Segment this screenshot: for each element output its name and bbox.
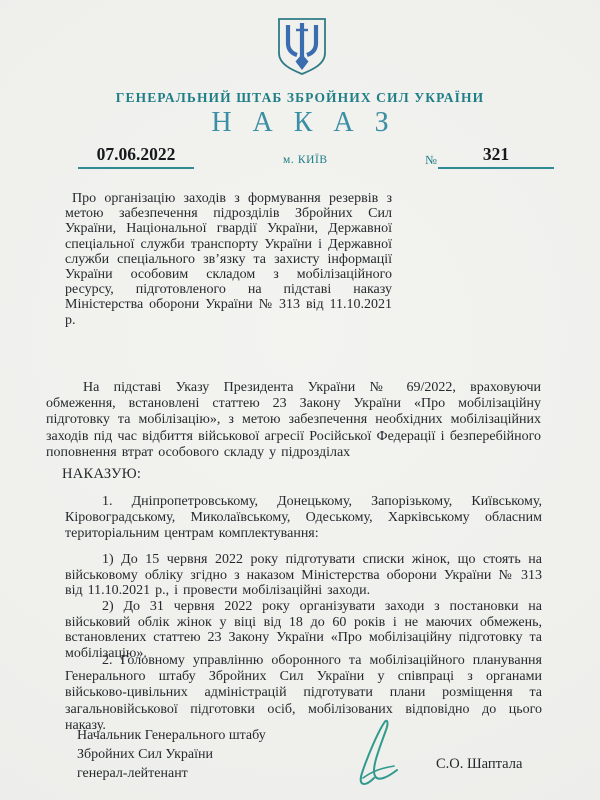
order-item-2: 2. Головному управлінню оборонного та мобілізаційного планування Генерального штабу Збройних Сил України у співпраці з органами військово-цивільних адміністрацій підготувати плани розміщення та загальновійськової підготовки осіб, мобілізованих відповідно до цього наказу. bbox=[65, 653, 542, 733]
date-number-row bbox=[0, 144, 600, 174]
signer-position-line-2: Збройних Сил України bbox=[77, 747, 214, 762]
subject-annotation: Про організацію заходів з формування резервів з метою забезпечення підрозділів Збройних Сил України, Національної гвардії України, Державної спеціальної служби транспорту України і Державної служби спеціального зв’язку та захисту інформації України особовим складом з мобілізаційного ресурсу, підготовленого на підставі наказу Міністерства оборони України № 313 від 11.10.2021 р. bbox=[65, 191, 392, 328]
order-word: НАКАЗУЮ: bbox=[62, 466, 142, 482]
signer-position-line-3: генерал-лейтенант bbox=[77, 766, 188, 781]
order-item-1-sub-2: 2) До 31 червня 2022 року організувати заходи з постановки на військовий облік жінок у віці від 18 до 60 років і не маючих обмежень, встановлених статтею 23 Закону України «Про мобілізаційну підготовку та мобілізацію». bbox=[65, 599, 542, 661]
document-title: Н А К А З bbox=[211, 107, 396, 138]
handwritten-signature-icon bbox=[350, 716, 430, 792]
preamble-paragraph: На підставі Указу Президента України № 69/2022, враховуючи обмеження, встановлені статтею 23 Закону України «Про мобілізаційну підготовку та мобілізацію», з метою забезпечення необхідних мобілізаційних заходів під час відбиття військової агресії Російської Федерації і безперебійного поповнення втрат особового складу у підрозділах bbox=[46, 380, 541, 460]
signer-position-line-1: Начальник Генерального штабу bbox=[77, 728, 266, 743]
signer-position bbox=[77, 726, 266, 783]
order-date: 07.06.2022 bbox=[78, 144, 194, 169]
order-item-1: 1. Дніпропетровському, Донецькому, Запорізькому, Київському, Кіровоградському, Миколаївському, Одеському, Харківському обласним територіальним центрам комплектування: bbox=[65, 494, 542, 541]
tryzub-emblem-icon bbox=[271, 16, 333, 78]
order-number: 321 bbox=[438, 144, 554, 169]
city-label: м. КИЇВ bbox=[283, 154, 328, 166]
order-item-1-sub-1: 1) До 15 червня 2022 року підготувати списки жінок, що стоять на військовому обліку згідно з наказом Міністерства оборони України № 313 від 11.10.2021 р., і провести мобілізаційні заходи. bbox=[65, 552, 542, 599]
organization-name: ГЕНЕРАЛЬНИЙ ШТАБ ЗБРОЙНИХ СИЛ УКРАЇНИ bbox=[115, 90, 485, 105]
number-sign: № bbox=[425, 153, 437, 167]
signer-name: С.О. Шаптала bbox=[436, 756, 523, 772]
